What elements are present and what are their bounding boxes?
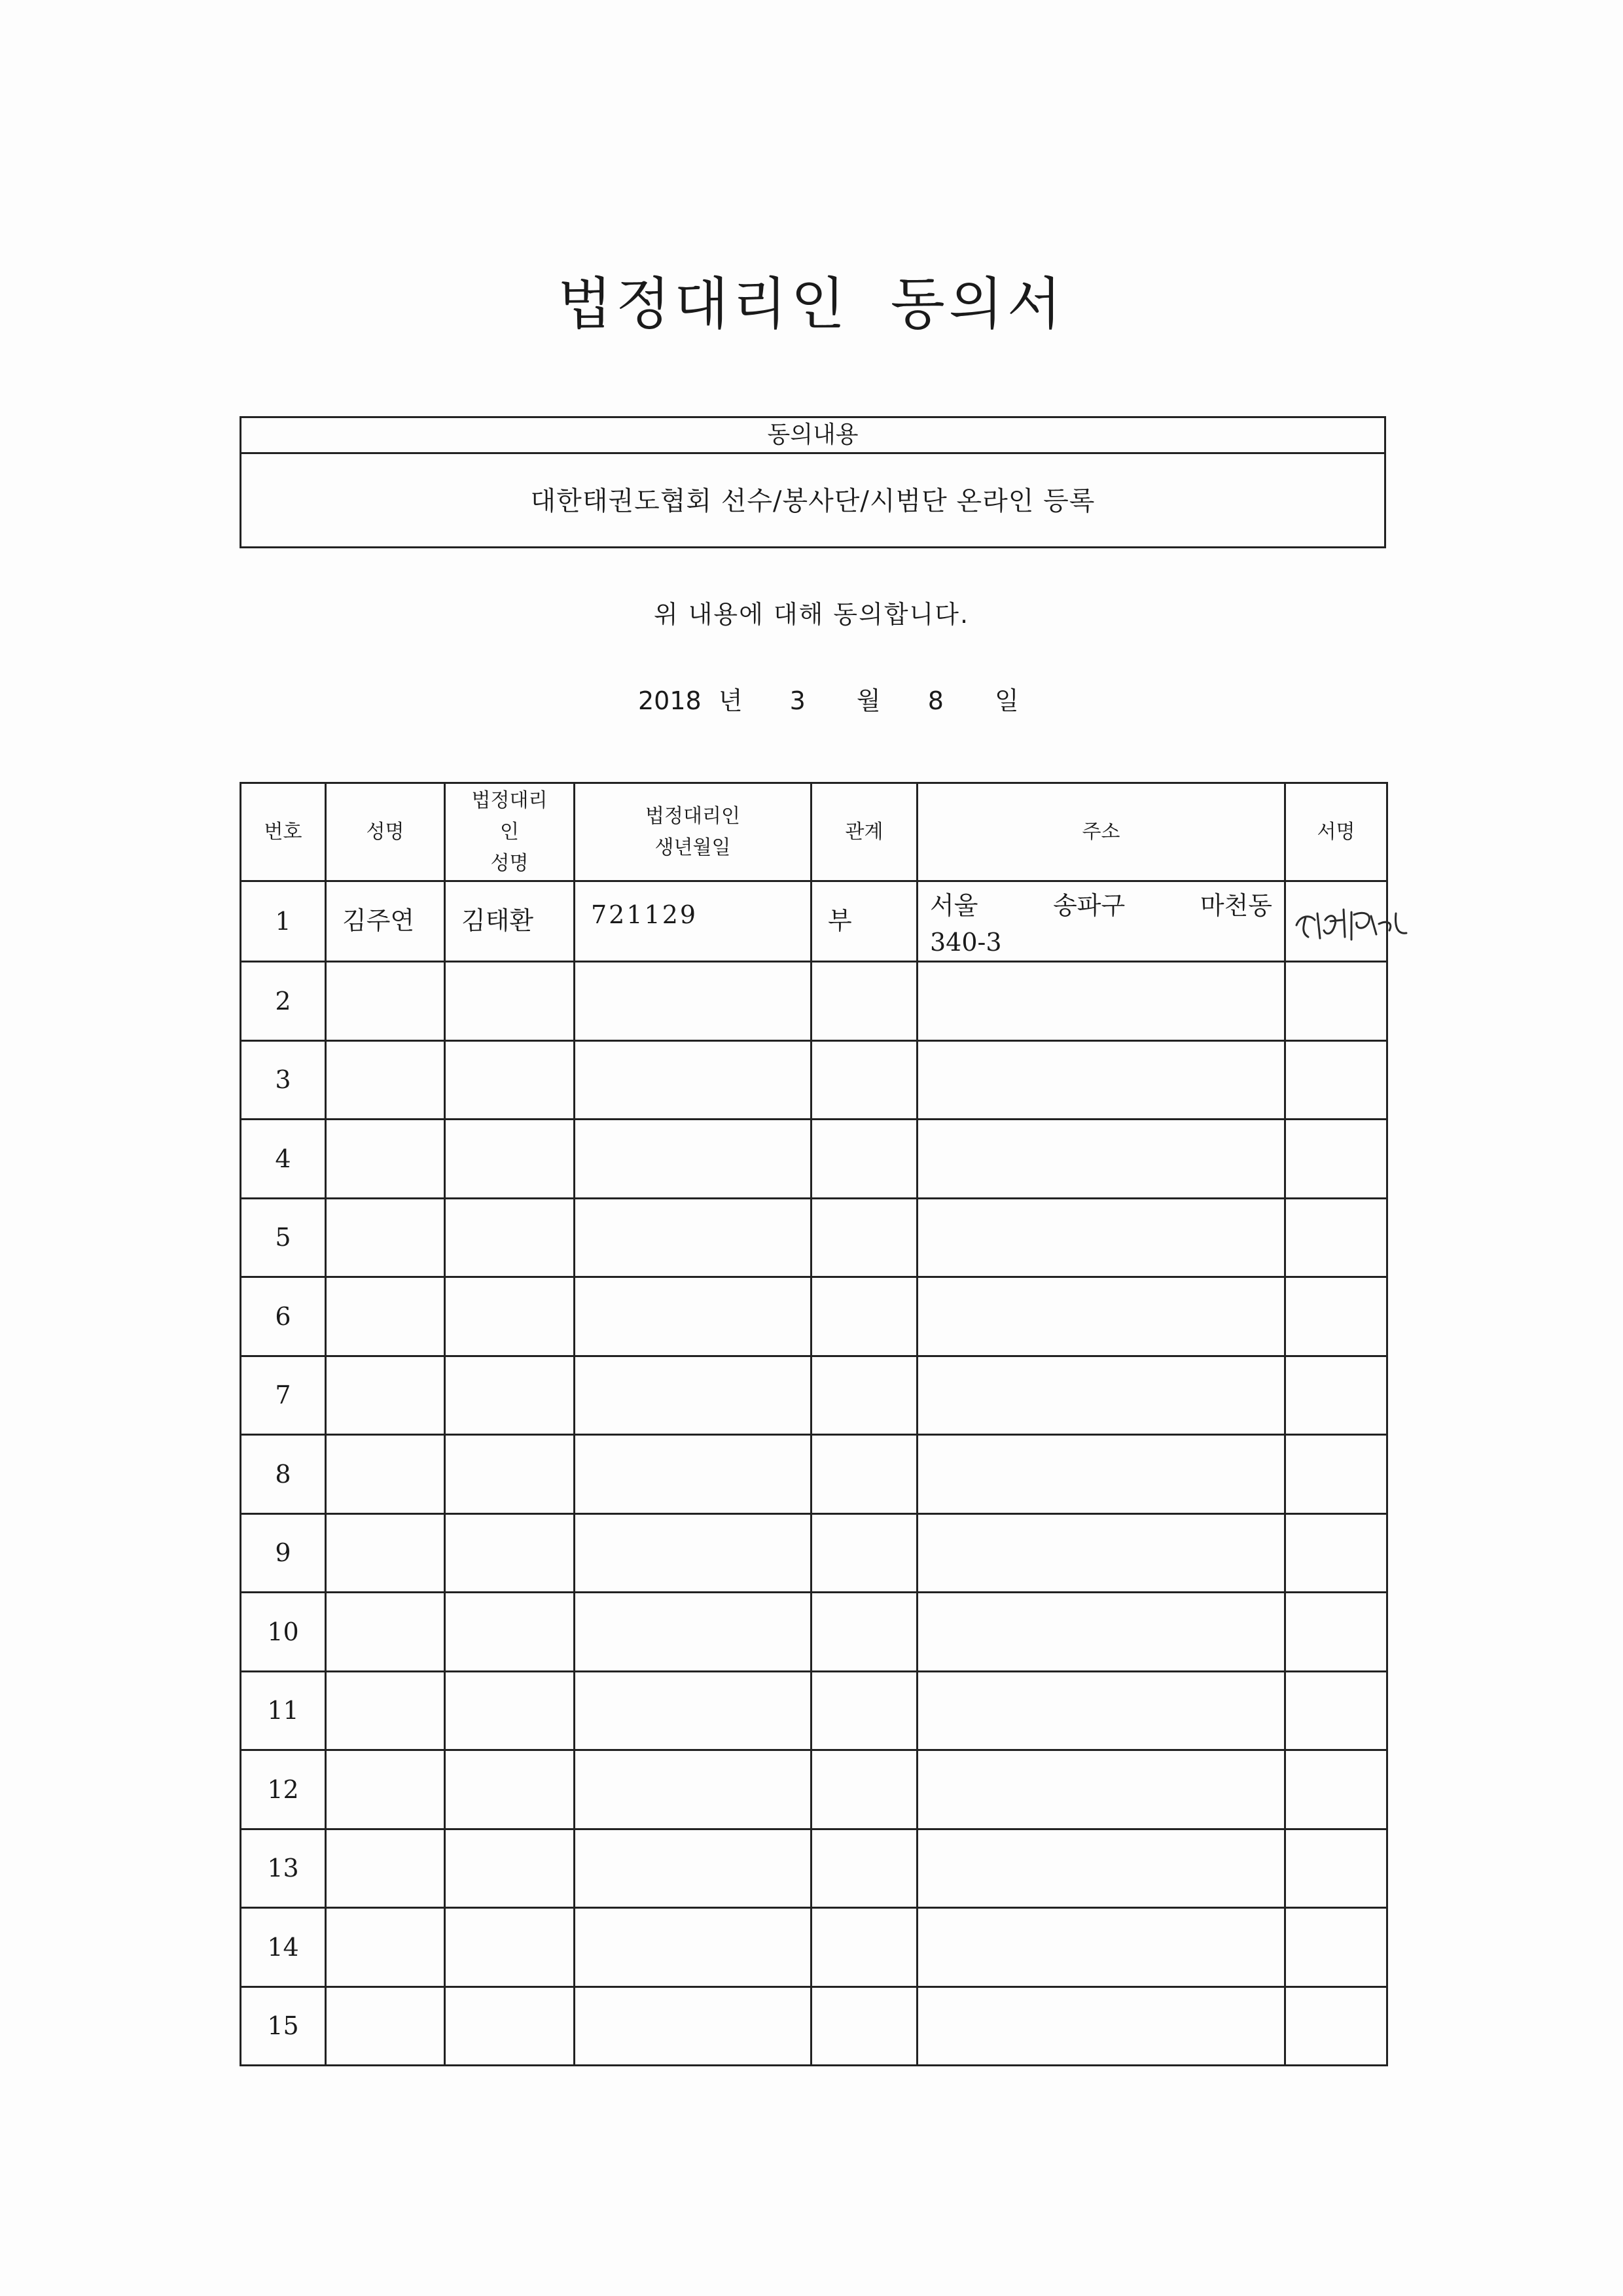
date-year-unit: 년 [718,686,743,715]
row-relation [812,1513,918,1593]
row-signature [1285,1671,1387,1750]
date-day: 8 [927,686,944,715]
row-signature [1285,1750,1387,1829]
table-row [241,962,1387,1041]
row-guardian-birth [575,962,812,1041]
header-guardian-birth-line2: 생년월일 [654,836,731,859]
row-guardian-name [445,1435,575,1514]
row-no: 9 [241,1513,326,1593]
row-no: 6 [241,1277,326,1356]
row-relation [812,1277,918,1356]
row-name [326,1750,445,1829]
address-dong: 마천동 [1200,891,1272,920]
header-guardian-name-line2: 인 [500,820,519,843]
row-guardian-name [445,1277,575,1356]
consent-content-body: 대한태권도협회 선수/봉사단/시범단 온라인 등록 [530,486,1096,516]
table-row [241,1120,1387,1199]
address-city: 서울 [930,891,978,920]
row-guardian-name [445,1120,575,1199]
row-no: 12 [241,1750,326,1829]
table-row [241,1198,1387,1277]
address-district: 송파구 [1053,891,1126,920]
row-guardian-birth [575,1987,812,2066]
row-address [918,1277,1285,1356]
row-address [918,1671,1285,1750]
table-row [241,881,1387,962]
guardian-table [240,782,1388,2066]
table-row [241,1671,1387,1750]
row-address [918,1040,1285,1120]
row-signature [1285,1120,1387,1199]
row-guardian-birth [575,1120,812,1199]
row-relation [812,1435,918,1514]
row-address [918,1198,1285,1277]
header-name: 성명 [326,783,445,881]
header-address: 주소 [918,783,1285,881]
row-signature [1285,1987,1387,2066]
row-address [918,1829,1285,1908]
table-row [241,1750,1387,1829]
row-no: 11 [241,1671,326,1750]
table-row [241,1593,1387,1672]
row-guardian-birth [575,1198,812,1277]
row-signature [1285,1593,1387,1672]
row-guardian-name [445,1750,575,1829]
header-guardian-name [445,783,575,881]
row-guardian-name [445,962,575,1041]
row-address [918,1987,1285,2066]
header-guardian-birth [575,783,812,881]
row-guardian-birth [575,1040,812,1120]
header-signature: 서명 [1285,783,1387,881]
row-name [326,1277,445,1356]
row-name [326,1908,445,1987]
row-signature [1285,1356,1387,1435]
row-relation [812,1356,918,1435]
address-line2: 340-3 [930,928,1002,957]
row-guardian-name [445,1593,575,1672]
row-no: 13 [241,1829,326,1908]
row-relation [812,1750,918,1829]
row-signature [1285,1435,1387,1514]
row-no: 4 [241,1120,326,1199]
row-address [918,1750,1285,1829]
date-year: 2018 [638,686,702,715]
row-relation [812,1198,918,1277]
row-relation [812,1593,918,1672]
date-month-unit: 월 [856,686,881,715]
row-signature [1285,1513,1387,1593]
row-no: 10 [241,1593,326,1672]
table-row [241,1435,1387,1514]
row-no: 7 [241,1356,326,1435]
row-name [326,1513,445,1593]
handwritten-signature [1291,900,1416,946]
row-name [326,1987,445,2066]
row-guardian-birth [575,1356,812,1435]
row-guardian-birth [575,1513,812,1593]
header-guardian-name-line1: 법정대리 [471,788,548,812]
row-relation [812,962,918,1041]
row-name: 김주연 [326,881,445,962]
row-no: 1 [241,881,326,962]
table-row [241,1513,1387,1593]
consent-content-header: 동의내용 [241,418,1384,454]
row-guardian-name [445,1987,575,2066]
row-address [918,1356,1285,1435]
row-no: 3 [241,1040,326,1120]
row-no: 14 [241,1908,326,1987]
header-no: 번호 [241,783,326,881]
row-name [326,1829,445,1908]
consent-content-box [240,416,1386,548]
row-guardian-birth [575,1908,812,1987]
row-address [918,1513,1285,1593]
table-row [241,1356,1387,1435]
row-guardian-birth: 721129 [575,881,812,962]
row-address [918,1435,1285,1514]
row-guardian-name [445,1513,575,1593]
row-address [918,1120,1285,1199]
header-guardian-name-line3: 성명 [490,851,529,875]
row-name [326,1356,445,1435]
table-row [241,1040,1387,1120]
table-row [241,1987,1387,2066]
row-guardian-name [445,1356,575,1435]
row-signature [1285,962,1387,1041]
row-relation: 부 [812,881,918,962]
row-guardian-birth [575,1277,812,1356]
page-title: 법정대리인 동의서 [558,272,1065,337]
row-guardian-birth [575,1593,812,1672]
row-address [918,962,1285,1041]
row-guardian-name [445,1198,575,1277]
row-name [326,962,445,1041]
row-relation [812,1829,918,1908]
row-signature [1285,881,1387,962]
row-guardian-birth [575,1435,812,1514]
date-month: 3 [789,686,806,715]
row-guardian-name [445,1671,575,1750]
row-name [326,1593,445,1672]
row-relation [812,1671,918,1750]
header-guardian-birth-line1: 법정대리인 [645,804,740,828]
row-guardian-birth [575,1829,812,1908]
row-guardian-name [445,1829,575,1908]
row-signature [1285,1198,1387,1277]
row-relation [812,1987,918,2066]
row-guardian-birth [575,1671,812,1750]
table-row [241,1908,1387,1987]
row-name [326,1040,445,1120]
table-row [241,1829,1387,1908]
row-no: 8 [241,1435,326,1514]
row-address [918,1908,1285,1987]
row-guardian-name [445,1908,575,1987]
row-name [326,1671,445,1750]
table-header-row [241,783,1387,881]
row-relation [812,1908,918,1987]
header-relation: 관계 [812,783,918,881]
row-name [326,1120,445,1199]
row-no: 5 [241,1198,326,1277]
row-name [326,1435,445,1514]
date-day-unit: 일 [995,686,1019,715]
row-signature [1285,1908,1387,1987]
row-relation [812,1040,918,1120]
address-line1 [930,887,1272,924]
row-guardian-name: 김태환 [445,881,575,962]
row-signature [1285,1829,1387,1908]
row-signature [1285,1277,1387,1356]
row-relation [812,1120,918,1199]
row-guardian-name [445,1040,575,1120]
row-signature [1285,1040,1387,1120]
row-address [918,881,1285,962]
date-line [638,680,1019,716]
row-name [326,1198,445,1277]
row-no: 2 [241,962,326,1041]
table-row [241,1277,1387,1356]
agreement-statement: 위 내용에 대해 동의합니다. [653,600,970,629]
row-no: 15 [241,1987,326,2066]
row-guardian-birth [575,1750,812,1829]
row-address [918,1593,1285,1672]
